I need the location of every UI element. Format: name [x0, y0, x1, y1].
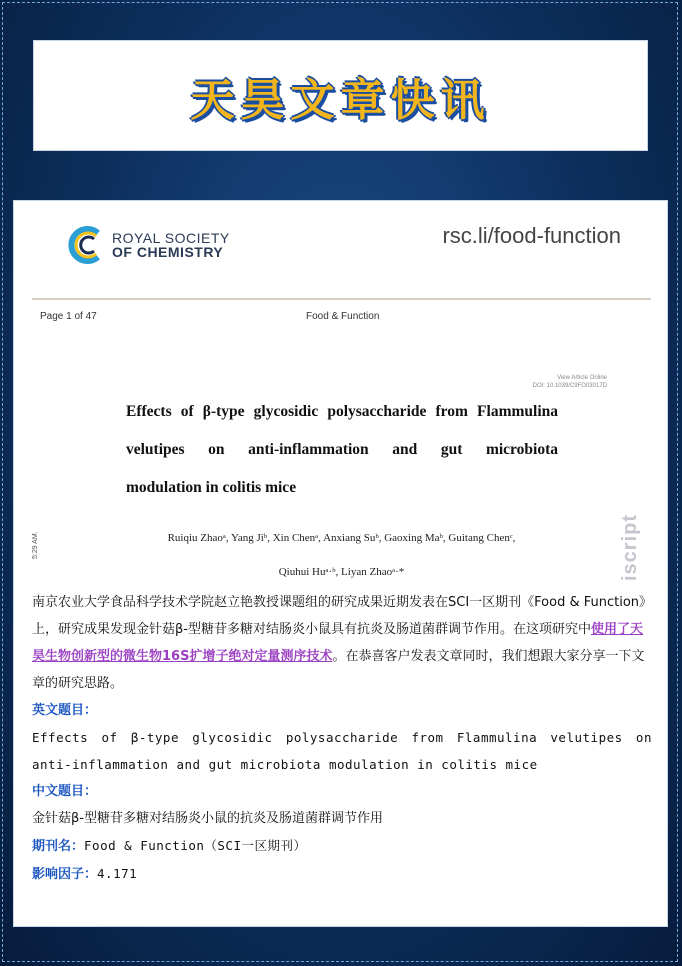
page-title: 天昊文章快讯 [190, 74, 491, 126]
paper-divider [32, 298, 651, 300]
side-timestamp: 5:29 AM. [32, 531, 39, 559]
journal-value: Food & Function（SCI一区期刊） [84, 838, 307, 853]
en-title-label: 英文题目： [32, 703, 98, 718]
rsc-name-line1: ROYAL SOCIETY [112, 230, 230, 246]
rsc-name-line2: OF CHEMISTRY [112, 244, 224, 260]
intro-highlight-link[interactable]: 使用了天昊生物创新型的微生物16S扩增子绝对定量测序技术 [32, 622, 644, 664]
journal-header: Food & Function [306, 311, 380, 322]
intro-text-1: 南京农业大学食品科学技术学院赵立艳教授课题组的研究成果近期发表在SCI一区期刊《Food & Function》上，研究成果发现金针菇β-型糖苷多糖对结肠炎小鼠具有抗炎及肠道菌群调节作用。在这项研究中 [32, 595, 646, 637]
article-card [13, 200, 668, 927]
cn-title: 金针菇β-型糖苷多糖对结肠炎小鼠的抗炎及肠道菌群调节作用 [32, 811, 383, 826]
paper-title-line3: modulation in colitis mice [126, 479, 297, 496]
rsc-url: rsc.li/food-function [442, 223, 621, 248]
impact-label: 影响因子： [32, 867, 98, 882]
intro-text-2: 。在恭喜客户发表文章同时，我们想跟大家分享一下文章的研究思路。 [32, 649, 645, 691]
authors-line1: Ruiqiu Zhaoᵃ, Yang Jiᵇ, Xin Chenᵃ, Anxiang Suᵇ, Gaoxing Maᵇ, Guitang Chenᶜ, [167, 532, 516, 544]
intro-paragraph [32, 589, 652, 697]
header-banner [33, 40, 648, 151]
journal-row [32, 832, 652, 860]
impact-value: 4.171 [97, 866, 138, 881]
paper-screenshot [14, 201, 668, 591]
article-body [32, 589, 652, 888]
doi-text: DOI: 10.1039/C9FO03017D [532, 383, 607, 389]
rsc-logo-icon [66, 225, 106, 265]
paper-title-line1: Effects of β-type glycosidic polysaccharide from Flammulina [126, 403, 558, 420]
paper-title [126, 393, 558, 507]
authors-line2: Qiuhui Huᵃ·ᵇ, Liyan Zhaoᵃ·* [278, 566, 405, 578]
paper-title-line2: velutipes on anti-inflammation and gut microbiota [126, 441, 558, 458]
cn-title-label: 中文题目： [32, 784, 98, 799]
view-online-link: View Article Online [557, 375, 607, 381]
page-number: Page 1 of 47 [40, 311, 97, 322]
manuscript-watermark: iscript [619, 513, 641, 581]
impact-row [32, 860, 652, 888]
en-title: Effects of β-type glycosidic polysaccharide from Flammulina velutipes on anti-inflammation and gut microbiota modulation in colitis mice [32, 730, 652, 772]
journal-label: 期刊名： [32, 839, 85, 854]
